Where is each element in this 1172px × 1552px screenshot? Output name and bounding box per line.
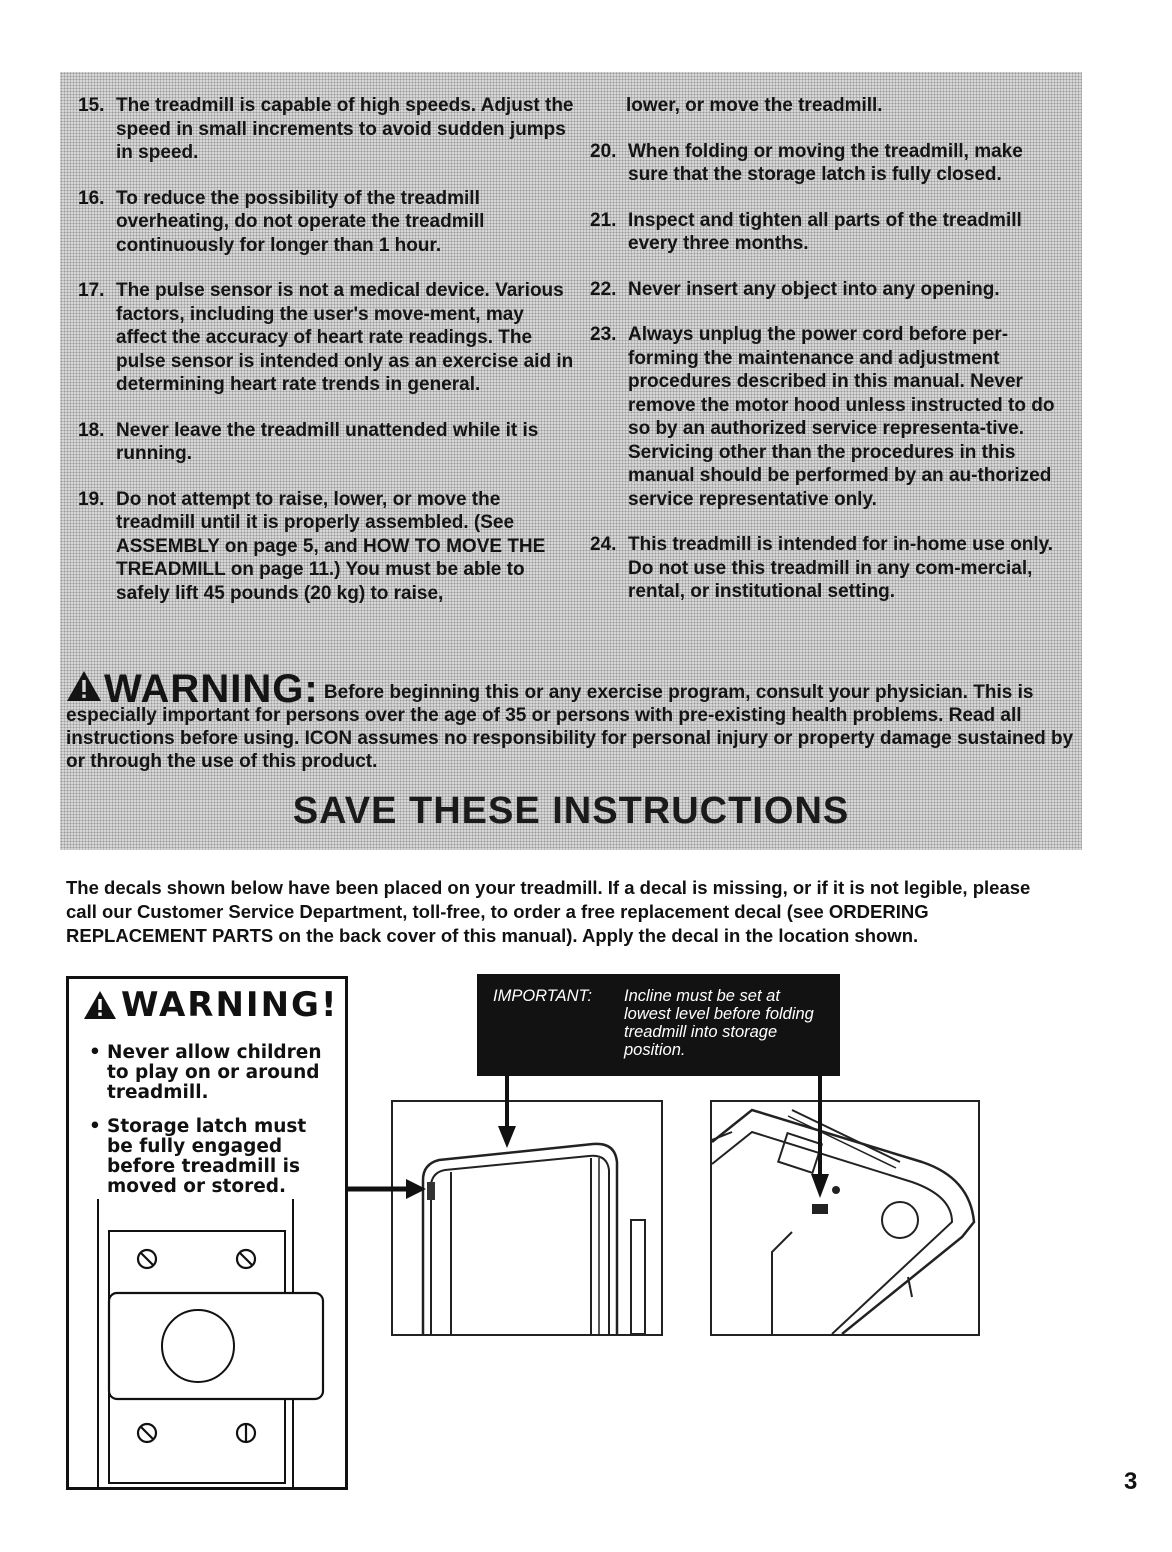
instruction-item-24: 24. This treadmill is intended for in-home use only. Do not use this treadmill in any com-mercial, rental, or institutional setting.: [590, 534, 1054, 602]
warning-text: Before beginning this or any exercise program, consult your physician. This is especially important for persons over the age of 35 or persons with pre-existing health problems. Read all instructions before using. ICON assumes no responsibility for personal injury or property damage sustained by or through the use of this product.: [66, 682, 1074, 772]
instruction-item-20: 20. When folding or moving the treadmill, make sure that the storage latch is fully closed.: [590, 140, 1023, 185]
instruction-item-21: 21. Inspect and tighten all parts of the treadmill every three months.: [590, 209, 1022, 254]
instruction-item-16: 16. To reduce the possibility of the treadmill overheating, do not operate the treadmill continuously for longer than 1 hour.: [78, 187, 485, 256]
instruction-item-15: 15. The treadmill is capable of high speeds. Adjust the speed in small increments to avoid sudden jumps in speed.: [78, 95, 574, 163]
save-instructions-heading: SAVE THESE INSTRUCTIONS: [292, 790, 850, 832]
page-number: 3: [1124, 1468, 1138, 1495]
arrow-to-latch-location: [346, 1179, 426, 1199]
decal-title: WARNING!: [83, 985, 338, 1025]
decal-bullet-latch: • Storage latch must be fully engaged before treadmill is moved or stored.: [87, 1117, 337, 1197]
decal-bullet-children: • Never allow children to play on or around treadmill.: [87, 1043, 337, 1103]
important-text: Incline must be set at lowest level before folding treadmill into storage position.: [624, 987, 814, 1059]
instruction-item-19-continued: lower, or move the treadmill.: [626, 95, 883, 116]
important-label: IMPORTANT:: [493, 987, 592, 1005]
instruction-item-22: 22. Never insert any object into any opening.: [590, 278, 1000, 300]
instruction-item-23: 23. Always unplug the power cord before per-forming the maintenance and adjustment procedures described in this manual. Never remove the motor hood unless instructed to do so by an authorized service representa-tive. Servicing other than the procedures in this manual should be performed by an au-thorized service representative only.: [590, 324, 1055, 510]
warning-title: WARNING:: [104, 667, 319, 711]
instruction-item-18: 18. Never leave the treadmill unattended while it is running.: [78, 419, 539, 464]
instruction-item-19: 19. Do not attempt to raise, lower, or move the treadmill until it is properly assembled. (See ASSEMBLY on page 5, and HOW TO MOVE THE TREADMILL on page 11.) You must be able to safely lift 45 pounds (20 kg) to raise,: [78, 488, 546, 604]
arrow-to-console: [811, 1076, 829, 1198]
arrow-to-treadmill-top: [498, 1076, 516, 1148]
instruction-item-17: 17. The pulse sensor is not a medical device. Various factors, including the user's move-ment, may affect the accuracy of heart rate readings. The pulse sensor is intended only as an exercise aid in determining heart rate trends in general.: [78, 280, 574, 395]
decal-intro-paragraph: The decals shown below have been placed on your treadmill. If a decal is missing, or if it is not legible, please call our Customer Service Department, toll-free, to order a free replacement decal (see ORDERING REPLACEMENT PARTS on the back cover of this manual). Apply the decal in the location shown.: [66, 877, 1031, 946]
